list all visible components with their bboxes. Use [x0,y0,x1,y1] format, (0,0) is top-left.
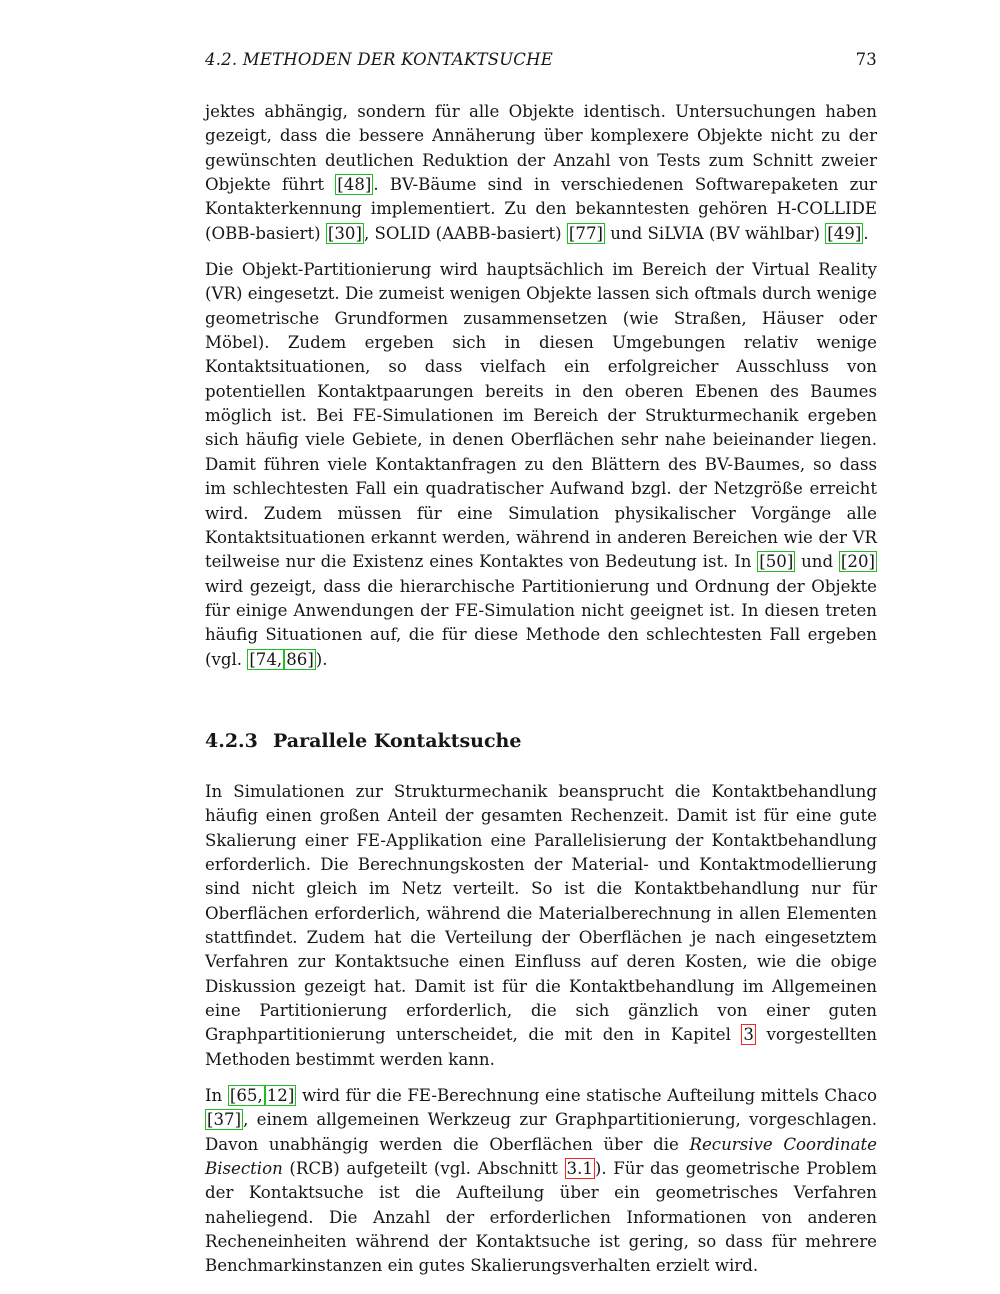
paragraph-parallel-contact [205,780,877,1072]
text-run: In Simulationen zur Strukturmechanik beansprucht die Kontaktbehandlung häufig einen großen Anteil der gesamten Rechenzeit. Damit ist für eine gute Skalierung einer FE-Applikation eine Parallelisierung der Kontaktbehandlung erforderlich. Die Berechnungskosten der Material- und Kontaktmodellierung sind nicht gleich im Netz verteilt. So ist die Kontaktbehandlung nur für Oberflächen erforderlich, während die Materialberechnung in allen Elementen stattfindet. Zudem hat die Verteilung der Oberflächen je nach eingesetztem Verfahren zur Kontaktsuche einen Einfluss auf deren Kosten, wie die obige Diskussion gezeigt hat. Damit ist für die Kontaktbehandlung im Allgemeinen eine Partitionierung erforderlich, die sich gänzlich von einer guten Graphpartitionierung unterscheidet, die mit den in Kapitel [205,781,877,1045]
text-run: ). [315,649,328,669]
section-title: Parallele Kontaktsuche [273,729,522,752]
page-body [205,100,877,1291]
paragraph-chaco-rcb [205,1084,877,1279]
text-run: . BV-Bäume sind in verschiedenen Softwarepaketen zur Kontakterkennung implementiert. Zu den bekanntesten gehören H-COLLIDE (OBB-basiert) [205,175,877,243]
text-run: (RCB) aufgeteilt (vgl. Abschnitt [282,1159,565,1179]
page-number: 73 [855,50,877,69]
citation-link[interactable]: [74, [249,649,283,669]
citation-link[interactable]: [49] [827,223,862,243]
paragraph-object-partitioning [205,258,877,672]
text-run: Die Objekt-Partitionierung wird hauptsächlich im Bereich der Virtual Reality (VR) eingesetzt. Die zumeist wenigen Objekte lassen sich oftmals durch wenige geometrische Grundformen zusammensetzen (wie Straßen, Häuser oder Möbel). Zudem ergeben sich in diesen Umgebungen relativ wenige Kontaktsituationen, so dass vielfach ein erfolgreicher Ausschluss von potentiellen Kontaktpaarungen bereits in den oberen Ebenen des Baumes möglich ist. Bei FE-Simulationen im Bereich der Strukturmechanik ergeben sich häufig viele Gebiete, in denen Oberflächen sehr nahe beieinander liegen. Damit führen viele Kontaktanfragen zu den Blättern des BV-Baumes, so dass im schlechtesten Fall ein quadratischer Aufwand bzgl. der Netzgröße erreicht wird. Zudem müssen für eine Simulation physikalischer Vorgänge alle Kontaktsituationen erkannt werden, während in anderen Bereichen wie der VR teilweise nur die Existenz eines Kontaktes von Bedeutung ist. In [205,260,877,572]
text-run: , einem allgemeinen Werkzeug zur Graphpartitionierung, vorgeschlagen. Davon unabhängig werden die Oberflächen über die [205,1110,877,1154]
citation-link[interactable]: 12] [266,1086,295,1106]
text-run: In [205,1086,228,1106]
text-run: wird gezeigt, dass die hierarchische Partitionierung und Ordnung der Objekte für einige Anwendungen der FE-Simulation nicht geeignet ist. In diesen treten häufig Situationen auf, die für diese Methode den schlechtesten Fall ergeben (vgl. [205,576,877,669]
text-run: und [795,552,839,572]
section-link[interactable]: 3.1 [566,1159,593,1179]
citation-link[interactable]: [77] [568,223,603,243]
citation-link[interactable]: [20] [840,552,875,572]
citation-link[interactable]: [50] [759,552,794,572]
section-number: 4.2.3 [205,729,258,752]
running-header [205,50,877,74]
citation-link[interactable]: [37] [207,1110,242,1130]
text-run: wird für die FE-Berechnung eine statische Aufteilung mittels Chaco [296,1086,877,1106]
running-title: 4.2. METHODEN DER KONTAKTSUCHE [205,50,553,69]
chapter-link[interactable]: 3 [743,1025,754,1045]
citation-link[interactable]: [30] [327,223,362,243]
citation-link[interactable]: 86] [286,649,314,669]
citation-link[interactable]: [48] [337,175,372,195]
emphasis-term: Recursive Coordinate Bisection [205,1134,877,1179]
citation-link[interactable]: [65, [229,1086,263,1106]
text-run: jektes abhängig, sondern für alle Objekte identisch. Untersuchungen haben gezeigt, dass die bessere Annäherung über komplexere Objekte nicht zu der gewünschten deutlichen Reduktion der Anzahl von Tests zum Schnitt zweier Objekte führt [205,102,877,195]
section-heading [205,728,877,754]
text-run: ). Für das geometrische Problem der Kontaktsuche ist die Aufteilung über ein geometrisches Verfahren naheliegend. Die Anzahl der erforderlichen Informationen von anderen Recheneinheiten während der Kontaktsuche ist gering, so dass für mehrere Benchmarkinstanzen ein gutes Skalierungsverhalten erzielt wird. [205,1159,877,1276]
text-run: und SiLVIA (BV wählbar) [604,223,826,243]
text-run: , SOLID (AABB-basiert) [363,223,567,243]
text-run: vorgestellten Methoden bestimmt werden kann. [205,1025,877,1069]
text-run: . [863,223,869,243]
paragraph-bv-trees [205,100,877,246]
